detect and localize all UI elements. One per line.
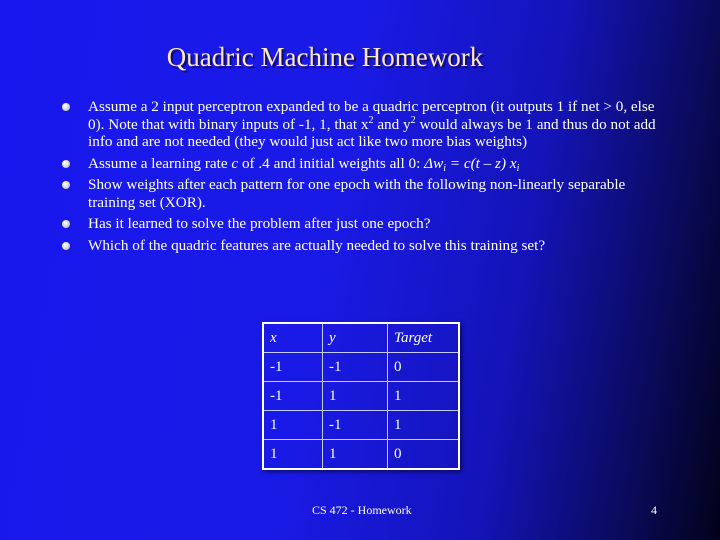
bullet-text: would always be 1 and thus do not add info and are not needed (they would just act like two more bias weights) xyxy=(88,115,656,150)
bullet-dot-icon xyxy=(62,160,70,168)
table-cell: 1 xyxy=(263,440,323,470)
bullet-text: and y xyxy=(373,115,411,133)
table-cell: 1 xyxy=(388,411,460,440)
bullet-item xyxy=(62,215,662,233)
table-cell: 1 xyxy=(388,382,460,411)
formula: = c(t – z) x xyxy=(446,154,517,172)
superscript: 2 xyxy=(410,114,416,126)
table-cell: -1 xyxy=(263,353,323,382)
formula: Δw xyxy=(424,154,444,172)
bullet-item xyxy=(62,98,662,151)
bullet-item xyxy=(62,155,662,173)
bullet-item xyxy=(62,176,662,211)
column-header-target: Target xyxy=(388,323,460,353)
column-header-y: y xyxy=(323,323,388,353)
slide-title: Quadric Machine Homework xyxy=(166,42,484,72)
table-cell: -1 xyxy=(323,411,388,440)
table-cell: 1 xyxy=(263,411,323,440)
bullet-text: Show weights after each pattern for one epoch with the following non-linearly separable training set (XOR). xyxy=(88,176,626,211)
bullet-dot-icon xyxy=(62,242,70,250)
bullet-dot-icon xyxy=(62,220,70,228)
bullet-dot-icon xyxy=(62,103,70,111)
bullet-text: Assume a 2 input perceptron expanded to be a quadric perceptron (it outputs 1 if net > 0, else 0). Note that with binary inputs of -1, 1, that x xyxy=(88,98,655,133)
slide-footer: CS 472 - Homework xyxy=(312,503,412,517)
subscript: i xyxy=(516,162,520,174)
bullet-text: of .4 and initial weights all 0: xyxy=(238,154,425,172)
xor-training-table xyxy=(262,322,460,470)
table-cell: 1 xyxy=(323,382,388,411)
table-row xyxy=(263,411,459,440)
subscript: i xyxy=(443,162,446,174)
table-cell: -1 xyxy=(323,353,388,382)
bullet-item xyxy=(62,237,662,255)
bullet-text: Has it learned to solve the problem after just one epoch? xyxy=(88,215,431,232)
bullet-text: Assume a learning rate xyxy=(88,154,232,172)
table-cell: 0 xyxy=(388,353,460,382)
column-header-x: x xyxy=(263,323,323,353)
learning-rate-var: c xyxy=(231,154,239,172)
page-number: 4 xyxy=(651,503,657,517)
bullet-dot-icon xyxy=(62,181,70,189)
table-row xyxy=(263,440,459,470)
table-cell: -1 xyxy=(263,382,323,411)
table-row xyxy=(263,382,459,411)
table-header-row xyxy=(263,323,459,353)
table-cell: 1 xyxy=(323,440,388,470)
table-cell: 0 xyxy=(388,440,460,470)
bullet-text: Which of the quadric features are actually needed to solve this training set? xyxy=(88,236,546,254)
bullet-list xyxy=(62,98,662,258)
table-row xyxy=(263,353,459,382)
superscript: 2 xyxy=(368,114,374,126)
